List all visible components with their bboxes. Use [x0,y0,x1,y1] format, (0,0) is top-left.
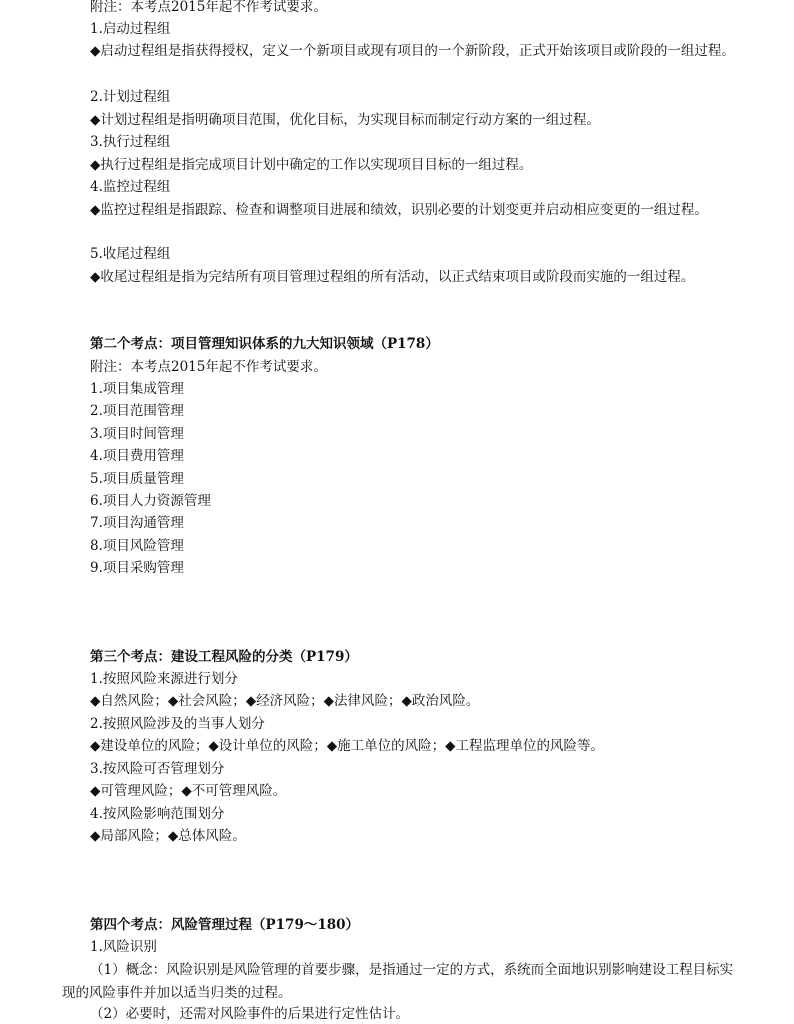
section2-note: 附注：本考点2015年起不作考试要求。 [90,359,327,375]
section1-item-3-title: 3.执行过程组 [90,134,171,150]
section3-line: ◆可管理风险；◆不可管理风险。 [90,783,287,799]
section2-list-item: 6.项目人力资源管理 [90,493,211,509]
section1-item-2-desc: ◆计划过程组是指明确项目范围，优化目标，为实现目标而制定行动方案的一组过程。 [90,112,600,128]
section2-list-item: 3.项目时间管理 [90,426,184,442]
section3-line: ◆自然风险；◆社会风险；◆经济风险；◆法律风险；◆政治风险。 [90,693,480,709]
section2-heading: 第二个考点：项目管理知识体系的九大知识领域（P178） [90,336,439,352]
section1-item-2-title: 2.计划过程组 [90,89,171,105]
section3-line: ◆局部风险；◆总体风险。 [90,828,246,844]
section4-paragraph-1: （1）概念：风险识别是风险管理的首要步骤，是指通过一定的方式，系统而全面地识别影响建设工程目标实现的风险事件并加以适当归类的过程。 [62,962,734,1001]
section3-line: 4.按风险影响范围划分 [90,806,225,822]
section4-paragraph-2: （2）必要时，还需对风险事件的后果进行定性估计。 [90,1006,410,1022]
section2-list-item: 8.项目风险管理 [90,538,184,554]
section4-sub1: 1.风险识别 [90,939,157,955]
section2-list-item: 2.项目范围管理 [90,403,184,419]
section3-line: ◆建设单位的风险；◆设计单位的风险；◆施工单位的风险；◆工程监理单位的风险等。 [90,738,605,754]
section2-list-item: 9.项目采购管理 [90,560,184,576]
section2-list-item: 1.项目集成管理 [90,381,184,397]
section1-item-3-desc: ◆执行过程组是指完成项目计划中确定的工作以实现项目目标的一组过程。 [90,157,533,173]
section1-item-4-title: 4.监控过程组 [90,179,171,195]
section2-list-item: 4.项目费用管理 [90,448,184,464]
section3-heading: 第三个考点：建设工程风险的分类（P179） [90,649,358,665]
section2-list-item: 5.项目质量管理 [90,471,184,487]
section2-list-item: 7.项目沟通管理 [90,515,184,531]
section1-note: 附注：本考点2015年起不作考试要求。 [90,0,327,15]
section3-line: 1.按照风险来源进行划分 [90,671,238,687]
section3-line: 2.按照风险涉及的当事人划分 [90,716,265,732]
section3-line: 3.按风险可否管理划分 [90,761,225,777]
section1-item-1-title: 1.启动过程组 [90,21,171,37]
section1-item-4-desc: ◆监控过程组是指跟踪、检查和调整项目进展和绩效，识别必要的计划变更并启动相应变更的一组过程。 [90,202,708,218]
section1-item-5-desc: ◆收尾过程组是指为完结所有项目管理过程组的所有活动，以正式结束项目或阶段而实施的一组过程。 [90,269,695,285]
section4-heading: 第四个考点：风险管理过程（P179～180） [90,917,360,933]
section1-item-1-desc: ◆启动过程组是指获得授权，定义一个新项目或现有项目的一个新阶段，正式开始该项目或阶段的一组过程。 [90,43,735,59]
section1-item-5-title: 5.收尾过程组 [90,246,171,262]
